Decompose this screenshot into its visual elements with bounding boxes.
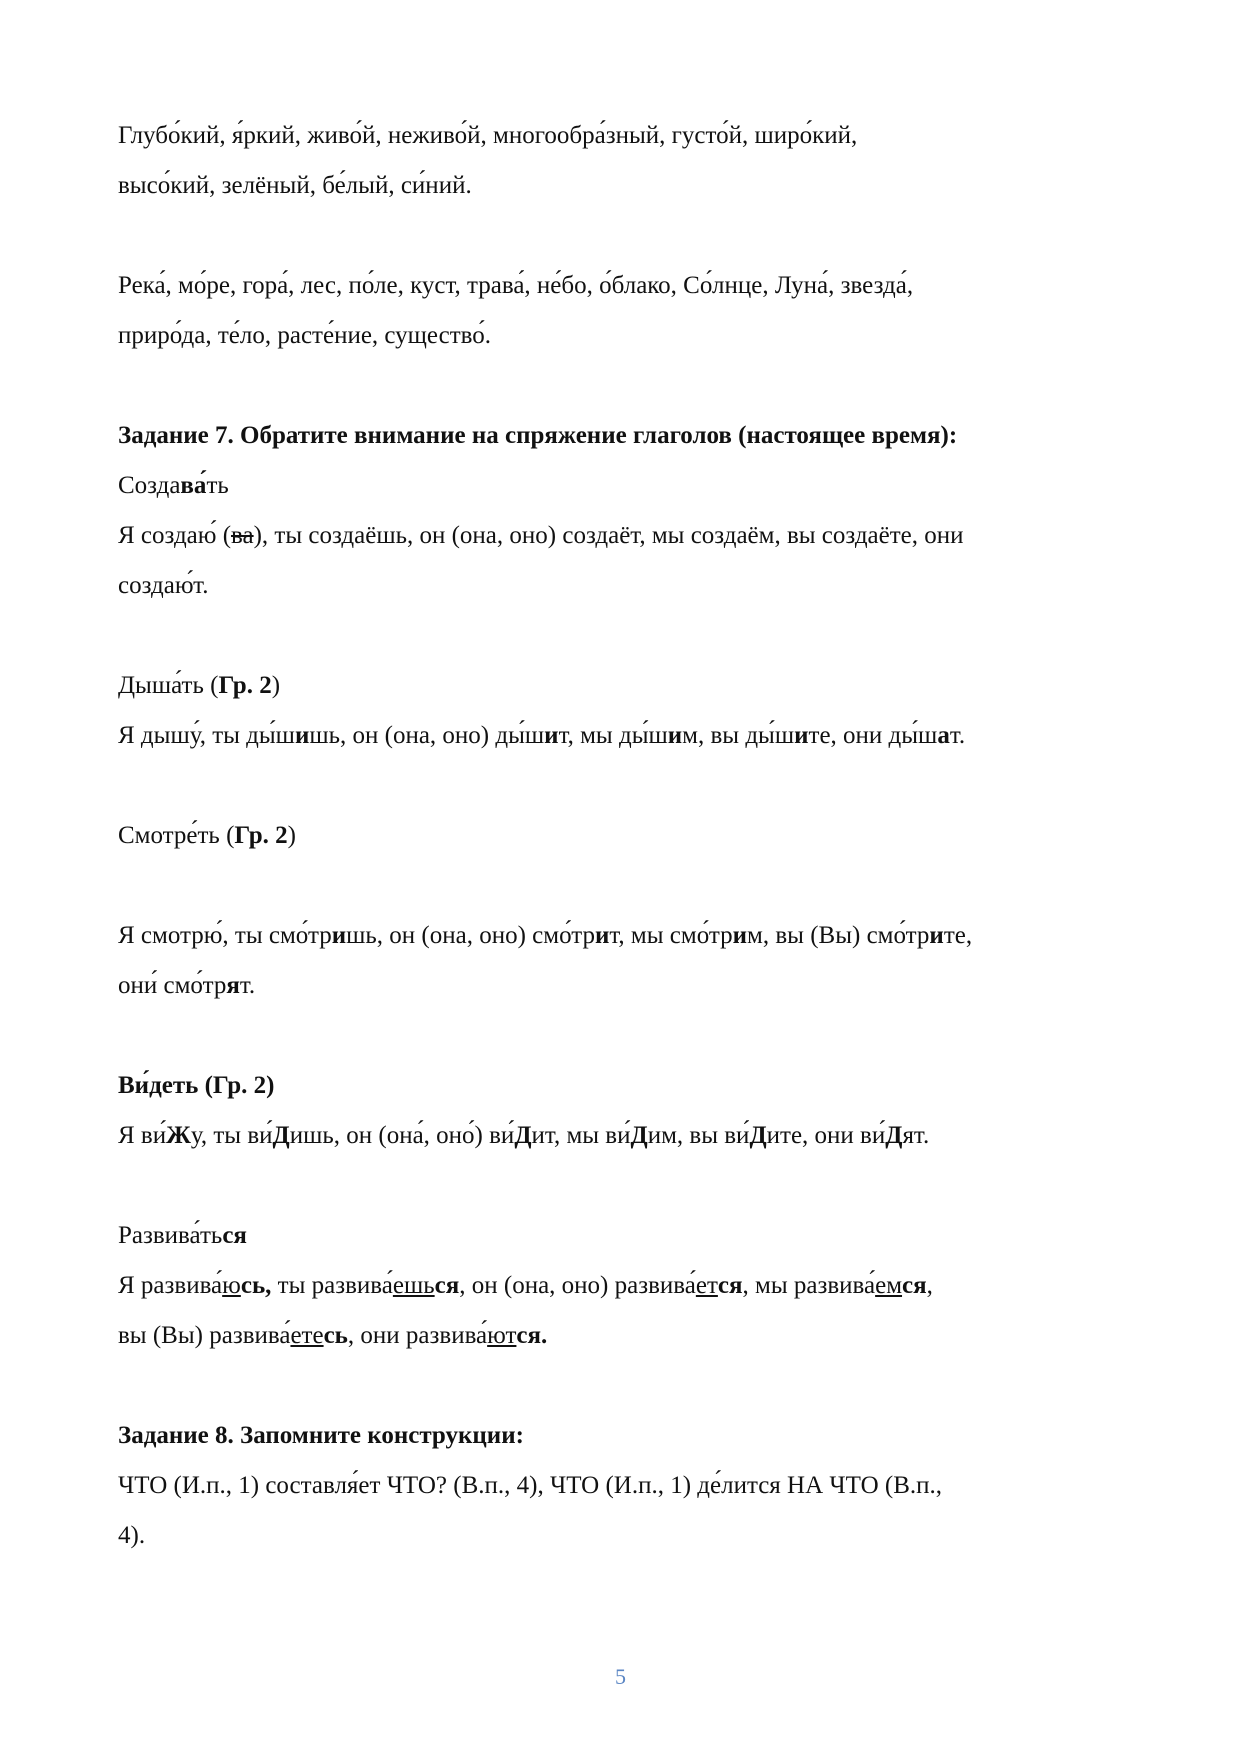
task7-heading: Задание 7. Обратите внимание на спряжение глаголов (настоящее время):: [118, 422, 958, 449]
nouns-line-1: Река́, мо́ре, гора́, лес, по́ле, куст, трава́, не́бо, о́блако, Со́лнце, Луна́, звезда́,: [118, 272, 914, 299]
task8-line-1: ЧТО (И.п., 1) составля́ет ЧТО? (В.п., 4), ЧТО (И.п., 1) де́лится НА ЧТО (В.п.,: [118, 1472, 943, 1499]
task8-heading: Задание 8. Запомните конструкции:: [118, 1422, 524, 1449]
sozdavat-verb: Создава́ть: [118, 472, 229, 499]
razvivatsya-conjugation-line-2: вы (Вы) развива́етесь, они развива́ются.: [118, 1322, 548, 1349]
page-content: [118, 111, 1128, 1561]
task8-line-2: 4).: [118, 1522, 146, 1549]
nouns-line-2: приро́да, те́ло, расте́ние, существо́.: [118, 322, 492, 349]
razvivatsya-conjugation-line-1: Я развива́юсь, ты развива́ешься, он (она, оно) развива́ется, мы развива́емся,: [118, 1272, 933, 1299]
sozdavat-conjugation-line-1: Я создаю́ (ва), ты создаёшь, он (она, оно) создаёт, мы создаём, вы создаёте, они: [118, 522, 964, 549]
dyshat-conjugation: Я дышу́, ты ды́шишь, он (она, оно) ды́шит, мы ды́шим, вы ды́шите, они ды́шат.: [118, 722, 966, 749]
videt-heading: Ви́деть (Гр. 2): [118, 1072, 275, 1099]
adjectives-line-2: высо́кий, зелёный, бе́лый, си́ний.: [118, 172, 472, 199]
smotret-conjugation-line-2: они́ смо́трят.: [118, 972, 256, 999]
page-number: 5: [615, 1664, 626, 1689]
adjectives-line-1: Глубо́кий, я́ркий, живо́й, неживо́й, многообра́зный, густо́й, широ́кий,: [118, 122, 858, 149]
razvivatsya-verb: Развива́ться: [118, 1222, 247, 1249]
smotret-verb: Смотре́ть (Гр. 2): [118, 822, 296, 849]
smotret-conjugation-line-1: Я смотрю́, ты смо́тришь, он (она, оно) смо́трит, мы смо́трим, вы (Вы) смо́трите,: [118, 922, 973, 949]
sozdavat-conjugation-line-2: создаю́т.: [118, 572, 209, 599]
dyshat-verb: Дыша́ть (Гр. 2): [118, 672, 281, 699]
videt-conjugation: Я ви́Жу, ты ви́Дишь, он (она́, оно́) ви́Дит, мы ви́Дим, вы ви́Дите, они ви́Дят.: [118, 1122, 930, 1149]
